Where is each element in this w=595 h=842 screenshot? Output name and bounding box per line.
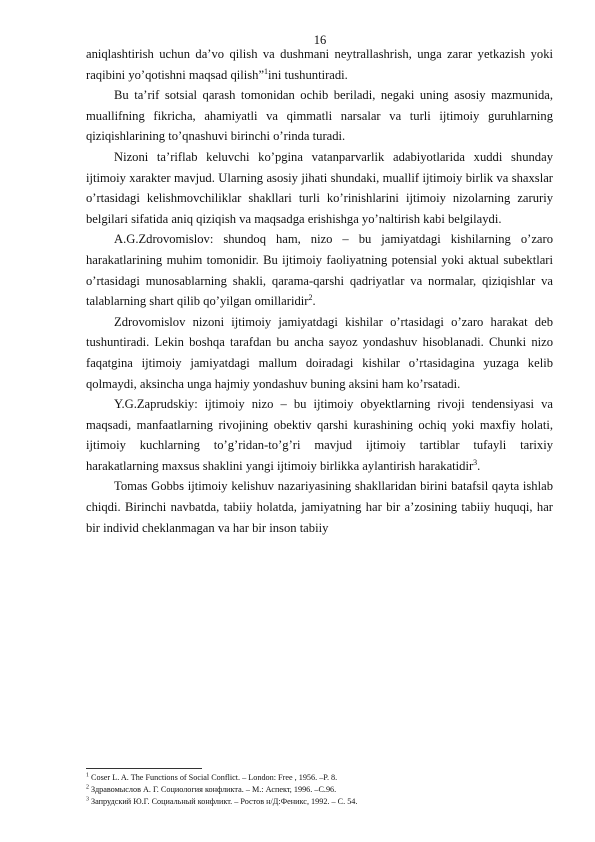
paragraph-5 [86, 312, 553, 394]
footnote-ref-2[interactable]: 2 [308, 292, 313, 302]
paragraph-text: aniqlashtirish uchun da’vo qilish va dushmani neytrallashrish, unga zarar yetkazish yoki raqibini yo’qotishni maqsad qilish” [86, 47, 553, 82]
paragraph-text-tail: . [312, 294, 316, 309]
footnotes [86, 772, 553, 809]
footnote-number: 2 [86, 784, 89, 791]
footnote-ref-3[interactable]: 3 [473, 457, 478, 467]
footnote-number: 3 [86, 796, 89, 803]
footnote-3 [86, 796, 553, 808]
page-number: 16 [313, 33, 327, 47]
paragraph-text-tail: . [477, 458, 481, 473]
paragraph-4 [86, 229, 553, 311]
footnote-1 [86, 772, 553, 784]
footnote-text: Здравомыслов А. Г. Социология конфликта. – М.: Аспект, 1996. –С.96. [91, 785, 337, 795]
paragraph-2 [86, 85, 553, 147]
paragraph-text: Bu ta’rif sotsial qarash tomonidan ochib beriladi, negaki uning asosiy mazmunida, muallifning fikricha, ahamiyatli va qimmatli narsalar va turli ijtimoiy guruhlarning qiziqishlarining to’qnashuvi birinchi o’rinda turadi. [86, 88, 553, 144]
paragraph-text-tail: ini tushuntiradi. [268, 67, 348, 82]
footnote-ref-1[interactable]: 1 [264, 66, 269, 76]
paragraph-3 [86, 147, 553, 229]
footnote-text: Coser L. A. The Functions of Social Conflict. – London: Free , 1956. –P. 8. [91, 773, 338, 782]
footnote-number: 1 [86, 772, 89, 779]
footnote-2 [86, 784, 553, 796]
paragraph-7 [86, 476, 553, 538]
paragraph-1 [86, 44, 553, 85]
paragraph-text: Y.G.Zaprudskiy: ijtimoiy nizo – bu ijtimoiy obyektlarning rivoji tendensiyasi va maqsadi, manfaatlarning rivojining obektiv qarshi kurashining ochiq yoki maxfiy holati, ijtimoiy kuchlarning to’g’ridan-to’g’ri mavjud ijtimoiy tartiblar tufayli tarixiy harakatlarning maxsus shaklini yangi ijtimoiy birlikka aylantirish harakatidir [86, 397, 553, 473]
paragraph-text: Tomas Gobbs ijtimoiy kelishuv nazariyasining shakllaridan birini batafsil qayta ishlab chiqdi. Birinchi navbatda, tabiiy holatda, jamiyatning har bir a’zosining tabiiy huquqi, har bir individ cheklanmagan va har bir inson tabiiy [86, 479, 553, 535]
paragraph-text: Zdrovomislov nizoni ijtimoiy jamiyatdagi kishilar o’rtasidagi o’zaro harakat deb tushuntiradi. Lekin boshqa tarafdan bu ancha sayoz yondashuv hisoblanadi. Chunki nizo faqatgina ijtimoiy jamiyatdagi mallum doiradagi kishilar o’rtasidagina yuzaga kelib qolmaydi, aksincha unga hajmiy yondashuv buning aksini ham ko’rsatadi. [86, 314, 553, 391]
paragraph-6 [86, 394, 553, 476]
paragraph-text: A.G.Zdrovomislov: shundoq ham, nizo – bu jamiyatdagi kishilarning o’zaro harakatlarining muhim tomonidir. Bu ijtimoiy faoliyatning potensial yoki aktual subektlari o’rtasidagi munosablarning shakli, qarama-qarshi qadriyatlar va normalar, qiziqishlar va talablarning shart qilib qo’yilgan omillaridir [86, 232, 553, 309]
paragraph-text: Nizoni ta’riflab keluvchi ko’pgina vatanparvarlik adabiyotlarida xuddi shunday ijtimoiy xarakter mavjud. Ularning asosiy jihati shundaki, muallif ijtimoiy birlik va shaxslar o’rtasidagi kelishmovchiliklar shakllari turli ko’rinishlarini ijtimoiy nizolarning zaruriy belgilari sifatida aniq qiziqish va maqsadga erishishga yo’naltirish kabi belgilaydi. [86, 149, 553, 226]
footnote-divider [86, 768, 202, 769]
body-text [86, 44, 553, 538]
footnote-text: Запрудский Ю.Г. Социальный конфликт. – Ростов н/Д:Феникс, 1992. – С. 54. [91, 797, 358, 807]
